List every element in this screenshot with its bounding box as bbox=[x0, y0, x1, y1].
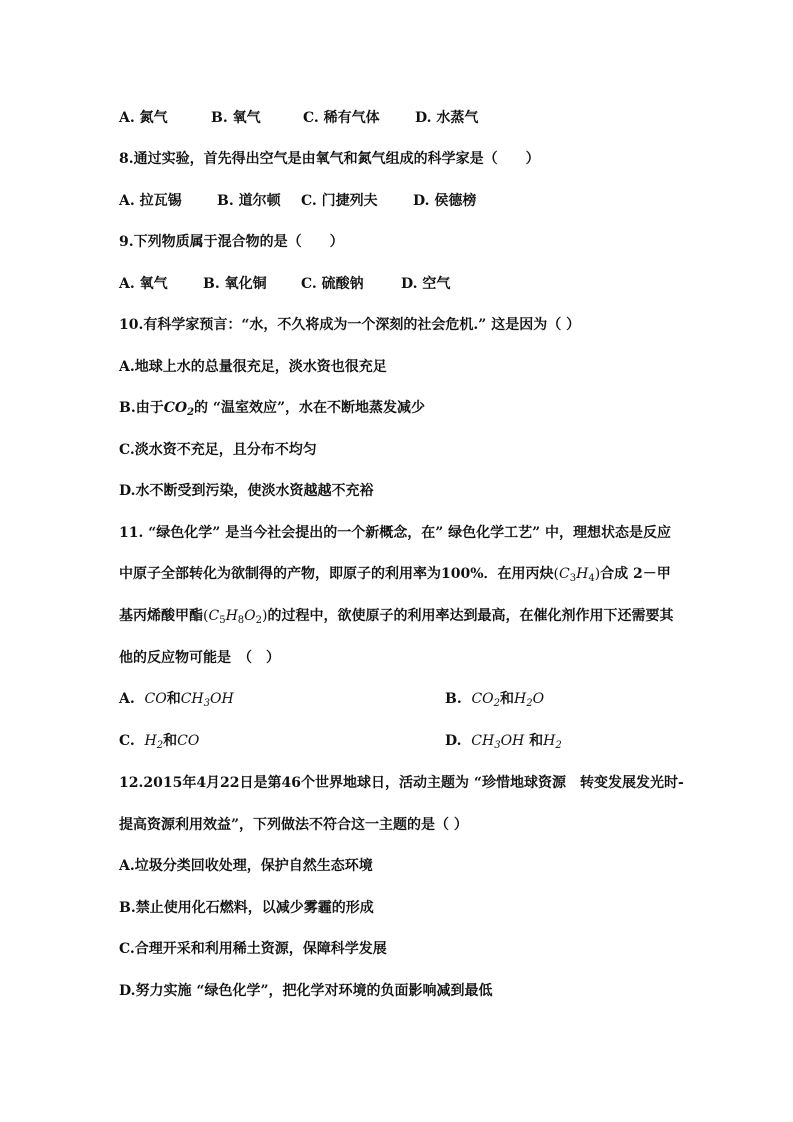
q10-stem: 10.有科学家预言：“水，不久将成为一个深刻的社会危机.” 这是因为（ ） bbox=[119, 317, 581, 333]
q7-option-d: D. 水蒸气 bbox=[415, 110, 479, 126]
q8-stem: 8.通过实验，首先得出空气是由氧气和氮气组成的科学家是（ ） bbox=[119, 151, 540, 167]
q7-option-b: B. 氧气 bbox=[211, 110, 261, 126]
q12-option-a: A.垃圾分类回收处理，保护自然生态环境 bbox=[119, 858, 373, 874]
q9-options bbox=[119, 274, 450, 294]
co2-formula-b: $CO_2$ bbox=[471, 691, 501, 709]
q7-option-c: C. 稀有气体 bbox=[303, 110, 380, 126]
q12-option-b: B.禁止使用化石燃料，以减少雾霾的形成 bbox=[119, 900, 374, 916]
q9-option-b: B. 氧化铜 bbox=[203, 276, 267, 292]
q7-option-a: A. 氮气 bbox=[119, 110, 168, 126]
co-formula: CO bbox=[144, 691, 167, 707]
h2o-formula: $H_2O$ bbox=[514, 691, 545, 709]
q11-option-b-label: B. bbox=[445, 691, 462, 707]
co2-formula-main: CO bbox=[163, 400, 188, 416]
q11-option-a bbox=[119, 689, 234, 709]
q9-option-c: C. 硫酸钠 bbox=[301, 276, 364, 292]
h2-formula-d: $H_2$ bbox=[543, 733, 562, 751]
q7-options bbox=[119, 108, 478, 128]
q11-option-c-label: C. bbox=[119, 733, 135, 749]
q11-stem-line3 bbox=[119, 606, 673, 626]
q12-option-d: D.努力实施 “绿色化学”，把化学对环境的负面影响减到最低 bbox=[119, 983, 493, 999]
q11-line3-suffix: 的过程中，欲使原子的利用率达到最高，在催化剂作用下还需要其 bbox=[267, 608, 674, 624]
co2-formula-sub: 2 bbox=[187, 407, 195, 418]
q11-stem-line2 bbox=[119, 564, 671, 584]
q11-line2-prefix: 中原子全部转化为欲制得的产物，即原子的利用率为100%．在用丙炔 bbox=[119, 566, 554, 582]
ester-formula: $(C_5H_8O_2)$ bbox=[203, 608, 268, 626]
q9-option-d: D. 空气 bbox=[401, 276, 451, 292]
q10-option-b-suffix: 的 “温室效应”，水在不断地蒸发减少 bbox=[194, 400, 426, 416]
q8-option-c: C. 门捷列夫 bbox=[301, 193, 378, 209]
q11-option-d-and: 和 bbox=[529, 733, 544, 749]
q11-option-d-label: D. bbox=[445, 733, 462, 749]
q9-option-a: A. 氧气 bbox=[119, 276, 168, 292]
q11-stem-line4: 他的反应物可能是 （ ） bbox=[119, 650, 280, 666]
q11-option-c bbox=[119, 731, 199, 751]
q8-options bbox=[119, 191, 476, 211]
q11-stem-line1: 11. “绿色化学” 是当今社会提出的一个新概念，在” 绿色化学工艺” 中，理想状态是反应 bbox=[119, 525, 672, 541]
q11-option-d bbox=[445, 731, 562, 751]
q11-option-b-and: 和 bbox=[500, 691, 515, 707]
q10-option-b bbox=[119, 398, 425, 418]
ch3oh-formula: $CH_3OH$ bbox=[180, 691, 234, 709]
co-formula-c: CO bbox=[177, 733, 200, 749]
q11-option-b bbox=[445, 689, 544, 709]
ch3oh-formula-d: $CH_3OH$ bbox=[471, 733, 525, 751]
q12-stem-line1: 12.2015年4月22日是第46个世界地球日，活动主题为 “珍惜地球资源 转变发展发光时- bbox=[119, 775, 684, 791]
q8-option-a: A. 拉瓦锡 bbox=[119, 193, 182, 209]
q10-option-b-prefix: B.由于 bbox=[119, 400, 164, 416]
q8-option-b: B. 道尔顿 bbox=[217, 193, 281, 209]
q11-option-a-and: 和 bbox=[166, 691, 181, 707]
q10-option-c: C.淡水资不充足，且分布不均匀 bbox=[119, 442, 317, 458]
q11-option-a-label: A. bbox=[119, 691, 135, 707]
propyne-formula: $(C_3H_4)$ bbox=[553, 566, 601, 584]
co2-formula bbox=[164, 400, 194, 416]
q10-option-a: A.地球上水的总量很充足，淡水资也很充足 bbox=[119, 359, 387, 375]
q11-option-c-and: 和 bbox=[163, 733, 178, 749]
q8-option-d: D. 侯德榜 bbox=[413, 193, 477, 209]
q11-line3-prefix: 基丙烯酸甲酯 bbox=[119, 608, 203, 624]
q11-line2-suffix: 合成 2－甲 bbox=[600, 566, 671, 582]
h2-formula: $H_2$ bbox=[144, 733, 164, 751]
q12-option-c: C.合理开采和利用稀土资源，保障科学发展 bbox=[119, 941, 387, 957]
q9-stem: 9.下列物质属于混合物的是（ ） bbox=[119, 234, 344, 250]
q10-option-d: D.水不断受到污染，使淡水资越越不充裕 bbox=[119, 483, 374, 499]
q12-stem-line2: 提高资源利用效益”，下列做法不符合这一主题的是（ ） bbox=[119, 817, 468, 833]
